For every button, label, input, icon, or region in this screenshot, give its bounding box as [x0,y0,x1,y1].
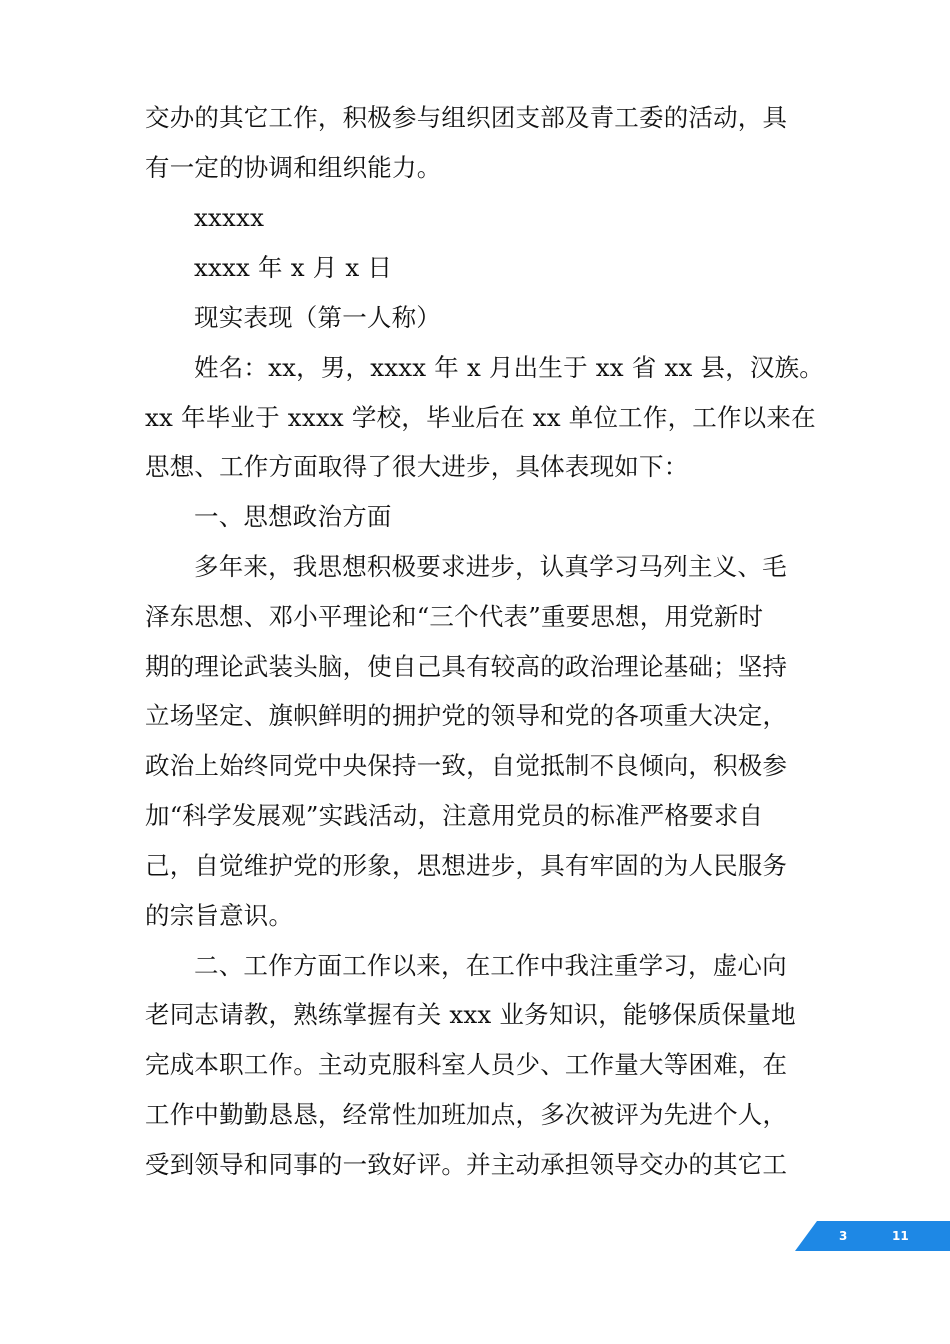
text-line: 己，自觉维护党的形象，思想进步，具有牢固的为人民服务 [145,851,788,880]
text-line: 政治上始终同党中央保持一致，自觉抵制不良倾向，积极参 [145,751,788,780]
text-line: 立场坚定、旗帜鲜明的拥护党的领导和党的各项重大决定， [145,701,788,730]
text-line: 加“科学发展观”实践活动，注意用党员的标准严格要求自 [145,801,764,830]
section-heading: 现实表现（第一人称） [194,303,441,332]
text-line: 二、工作方面工作以来，在工作中我注重学习，虚心向 [194,951,787,980]
signature-date: xxxx 年 x 月 x 日 [194,253,393,282]
text-line: 交办的其它工作，积极参与组织团支部及青工委的活动，具 [145,103,788,132]
signature-name: xxxxx [194,203,265,232]
text-line: 受到领导和同事的一致好评。并主动承担领导交办的其它工 [145,1150,788,1179]
text-line: 完成本职工作。主动克服科室人员少、工作量大等困难，在 [145,1050,788,1079]
text-line: 工作中勤勤恳恳，经常性加班加点，多次被评为先进个人， [145,1100,788,1129]
total-pages-number: 11 [892,1229,909,1243]
text-line: 思想、工作方面取得了很大进步，具体表现如下： [145,452,689,481]
text-line: 期的理论武装头脑，使自己具有较高的政治理论基础；坚持 [145,652,788,681]
subsection-heading: 一、思想政治方面 [194,502,392,531]
page-indicator [795,1221,950,1251]
text-line: 的宗旨意识。 [145,901,294,930]
text-line: 老同志请教，熟练掌握有关 xxx 业务知识，能够保质保量地 [145,1000,796,1029]
text-line: 泽东思想、邓小平理论和“三个代表”重要思想，用党新时 [145,602,764,631]
current-page-number: 3 [839,1229,848,1243]
text-line: xx 年毕业于 xxxx 学校，毕业后在 xx 单位工作，工作以来在 [145,403,816,432]
text-line: 姓名：xx，男，xxxx 年 x 月出生于 xx 省 xx 县，汉族。 [194,353,825,382]
page-indicator-background [795,1221,950,1251]
text-line: 有一定的协调和组织能力。 [145,153,442,182]
text-line: 多年来，我思想积极要求进步，认真学习马列主义、毛 [194,552,787,581]
